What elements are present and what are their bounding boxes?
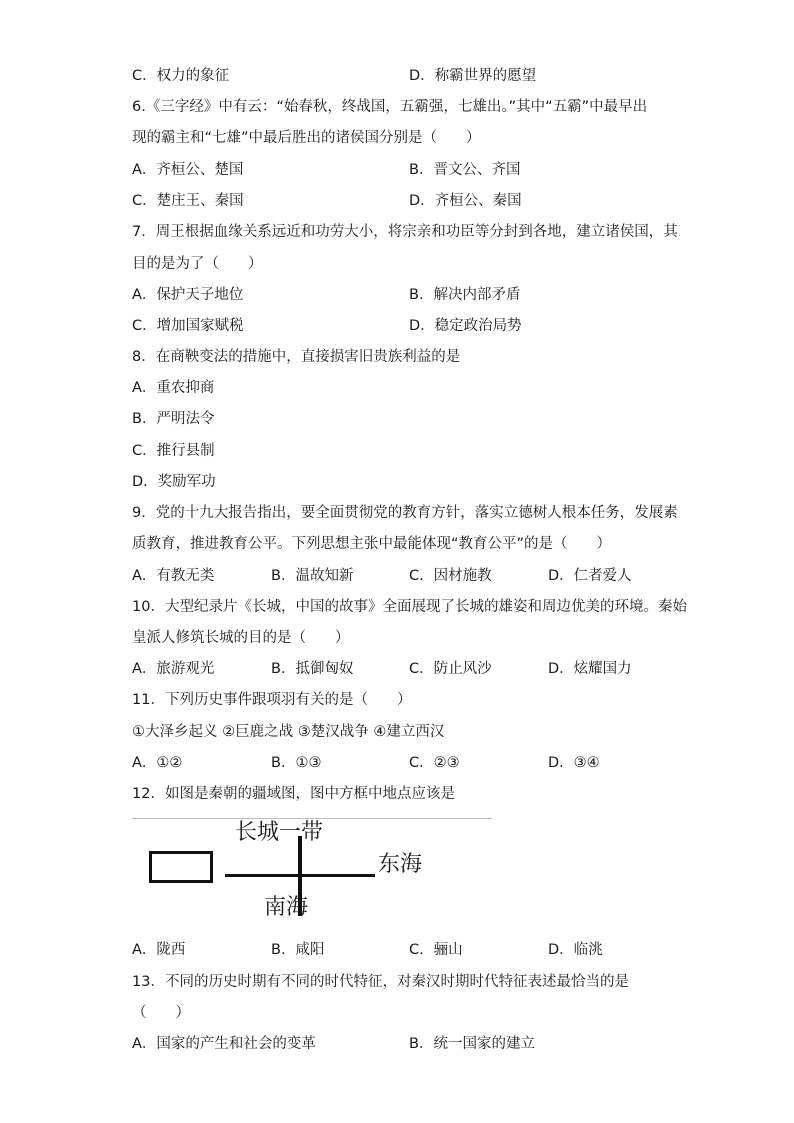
q12-stem: 12．如图是秦朝的疆域图，图中方框中地点应该是 [132,786,455,802]
q7-stem-line1: 7．周王根据血缘关系远近和功劳大小，将宗亲和功臣等分封到各地，建立诸侯国，其 [132,224,678,240]
q6-option-d: D．齐桓公、秦国 [409,193,522,209]
q10-option-d: D．炫耀国力 [548,661,632,677]
q12-option-c: C．骊山 [409,942,463,958]
q10-option-b: B．抵御匈奴 [271,661,354,677]
q11-option-d: D．③④ [548,755,600,771]
q8-stem: 8．在商鞅变法的措施中，直接损害旧贵族利益的是 [132,349,461,365]
q12-option-a: A．陇西 [132,942,186,958]
q7-option-a: A．保护天子地位 [132,287,244,303]
q11-option-a: A．①② [132,755,183,771]
map-label-north: 长城一带 [235,820,324,845]
map-label-east: 东海 [378,852,423,877]
q7-stem-line2: 目的是为了（ ） [132,256,263,272]
q6-stem-line1: 6.《三字经》中有云：“始春秋，终战国，五霸强，七雄出。”其中“五霸”中最早出 [132,99,648,115]
q12-option-b: B．咸阳 [271,942,325,958]
q8-option-b: B．严明法令 [132,411,215,427]
qin-territory-map [132,818,492,918]
map-label-south: 南海 [264,895,309,920]
q13-option-a: A．国家的产生和社会的变革 [132,1036,316,1052]
q9-stem-line2: 质教育，推进教育公平。下列思想主张中最能体现“教育公平”的是（ ） [132,536,612,552]
q5-option-c: C．权力的象征 [132,68,230,84]
q13-stem-line1: 13．不同的历史时期有不同的时代特征，对秦汉时期时代特征表述最恰当的是 [132,974,629,990]
q6-option-b: B．晋文公、齐国 [409,162,521,178]
map-blank-box [149,851,213,883]
q13-stem-line2: （ ） [132,1005,190,1021]
q9-option-d: D．仁者爱人 [548,568,632,584]
q6-option-a: A．齐桓公、楚国 [132,162,244,178]
q8-option-c: C．推行县制 [132,443,215,459]
q11-stem: 11．下列历史事件跟项羽有关的是（ ） [132,692,412,708]
q10-option-c: C．防止风沙 [409,661,492,677]
map-top-rule [132,818,492,819]
q8-option-d: D．奖励军功 [132,474,216,490]
q11-items: ①大泽乡起义 ②巨鹿之战 ③楚汉战争 ④建立西汉 [132,724,445,740]
q6-stem-line2: 现的霸主和“七雄”中最后胜出的诸侯国分别是（ ） [132,130,481,146]
q10-stem-line2: 皇派人修筑长城的目的是（ ） [132,630,350,646]
q9-stem-line1: 9．党的十九大报告指出，要全面贯彻党的教育方针，落实立德树人根本任务，发展素 [132,505,678,521]
q11-option-b: B．①③ [271,755,322,771]
q9-option-a: A．有教无类 [132,568,215,584]
q10-stem-line1: 10．大型纪录片《长城，中国的故事》全面展现了长城的雄姿和周边优美的环境。秦始 [132,599,687,615]
q9-option-b: B．温故知新 [271,568,354,584]
q9-option-c: C．因材施教 [409,568,492,584]
q8-option-a: A．重农抑商 [132,380,215,396]
q7-option-c: C．增加国家赋税 [132,318,244,334]
q6-option-c: C．楚庄王、秦国 [132,193,244,209]
q7-option-b: B．解决内部矛盾 [409,287,521,303]
q12-option-d: D．临洮 [548,942,603,958]
q10-option-a: A．旅游观光 [132,661,215,677]
q13-option-b: B．统一国家的建立 [409,1036,535,1052]
q5-option-d: D．称霸世界的愿望 [409,68,537,84]
q7-option-d: D．稳定政治局势 [409,318,522,334]
q11-option-c: C．②③ [409,755,460,771]
